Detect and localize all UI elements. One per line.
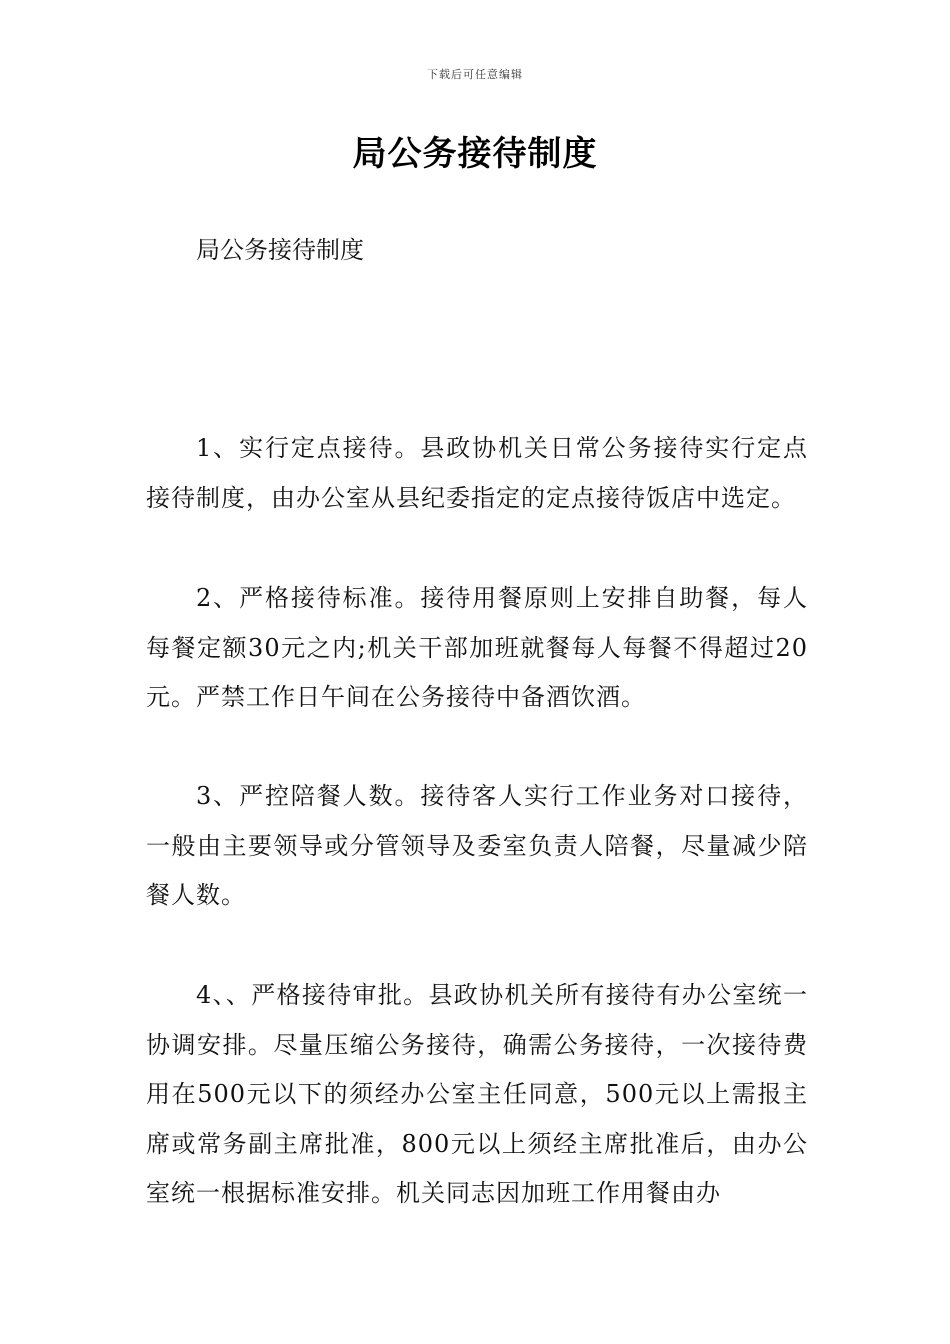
document-title: 局公务接待制度 [352, 134, 598, 174]
paragraph-2: 2、严格接待标准。接待用餐原则上安排自助餐，每人每餐定额30元之内;机关干部加班就餐每人每餐不得超过20元。严禁工作日午间在公务接待中备酒饮酒。 [146, 584, 808, 711]
paragraph-4: 4、、严格接待审批。县政协机关所有接待有办公室统一协调安排。尽量压缩公务接待，确需公务接待，一次接待费用在500元以下的须经办公室主任同意，500元以上需报主席或常务副主席批准，800元以上须经主席批准后，由办公室统一根据标准安排。机关同志因加班工作用餐由办 [146, 981, 808, 1207]
document-subtitle: 局公务接待制度 [196, 236, 364, 264]
paragraph-1: 1、实行定点接待。县政协机关日常公务接待实行定点接待制度，由办公室从县纪委指定的定点接待饭店中选定。 [146, 434, 808, 512]
header-note: 下载后可任意编辑 [427, 68, 523, 81]
paragraph-3: 3、严控陪餐人数。接待客人实行工作业务对口接待，一般由主要领导或分管领导及委室负责人陪餐，尽量减少陪餐人数。 [146, 782, 808, 909]
